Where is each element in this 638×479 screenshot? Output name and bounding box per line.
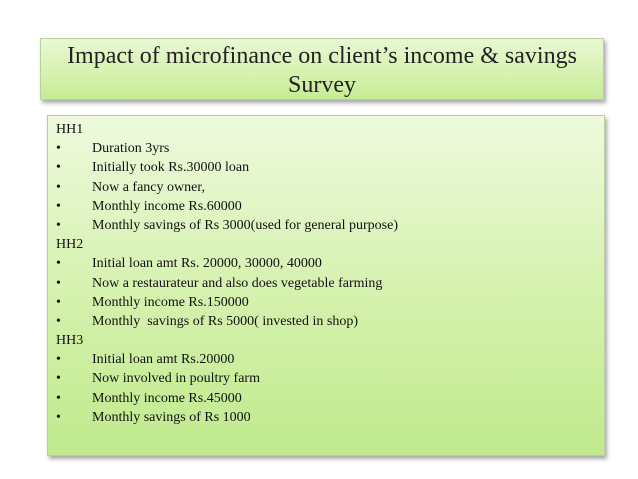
section-hh2: [56, 235, 596, 331]
list-item-text: Duration 3yrs: [92, 141, 170, 157]
list-item-text: Now a fancy owner,: [92, 179, 205, 195]
list-item: [56, 369, 596, 388]
list-item: [56, 274, 596, 293]
bullet-icon: •: [56, 217, 61, 233]
bullet-icon: •: [56, 409, 61, 425]
list-item-text: Monthly income Rs.45000: [92, 390, 242, 406]
list-item: [56, 293, 596, 312]
list-item-text: Monthly savings of Rs 5000( invested in shop): [92, 313, 358, 329]
bullet-icon: •: [56, 198, 61, 214]
list-item-text: Now involved in poultry farm: [92, 371, 260, 387]
list-item-text: Monthly savings of Rs 1000: [92, 409, 251, 425]
list-item-text: Monthly savings of Rs 3000(used for general purpose): [92, 217, 399, 233]
list-item-text: Monthly income Rs.150000: [92, 294, 249, 310]
list-item: [56, 312, 596, 331]
slide-title-box: [40, 38, 604, 100]
bullet-icon: •: [56, 313, 61, 329]
list-item-text: Initially took Rs.30000 loan: [92, 160, 250, 176]
slide-title-line-2: Survey: [288, 72, 356, 98]
list-item-text: Monthly income Rs.60000: [92, 198, 242, 214]
bullet-icon: •: [56, 141, 61, 157]
slide-content-box: [47, 115, 605, 456]
slide-title-line-1: Impact of microfinance on client’s income & savings: [67, 43, 577, 69]
list-item: [56, 350, 596, 369]
bullet-icon: •: [56, 390, 61, 406]
bullet-icon: •: [56, 160, 61, 176]
bullet-icon: •: [56, 352, 61, 368]
list-item-text: Initial loan amt Rs. 20000, 30000, 40000: [92, 256, 322, 272]
list-item-text: Initial loan amt Rs.20000: [92, 352, 235, 368]
list-item: [56, 408, 596, 427]
bullet-icon: •: [56, 275, 61, 291]
list-item: [56, 158, 596, 177]
list-item: [56, 254, 596, 273]
bullet-icon: •: [56, 371, 61, 387]
section-hh3: [56, 331, 596, 427]
bullet-icon: •: [56, 179, 61, 195]
list-item: [56, 178, 596, 197]
section-label: HH2: [56, 237, 84, 253]
list-item: [56, 139, 596, 158]
section-label: HH1: [56, 122, 84, 137]
section-hh1: [56, 120, 596, 235]
list-item: [56, 197, 596, 216]
bullet-icon: •: [56, 256, 61, 272]
bullet-icon: •: [56, 294, 61, 310]
list-item-text: Now a restaurateur and also does vegetable farming: [92, 275, 383, 291]
list-item: [56, 389, 596, 408]
list-item: [56, 216, 596, 235]
section-label: HH3: [56, 333, 84, 349]
